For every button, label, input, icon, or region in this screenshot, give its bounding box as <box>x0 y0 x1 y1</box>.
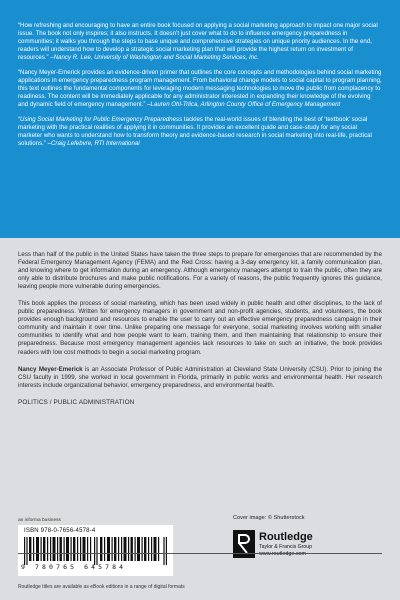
author-bio-text: is an Associate Professor of Public Administration at Cleveland State University (CSU). Prior to joining the CSU faculty in 1999, she worked in local government in Florida, primarily in public works and environmental health. Her research interests include organizational behavior, emergency preparedness, and environmental health. <box>18 365 382 389</box>
endorsement-attribution: –Lauren Ohl-Trlica, Arlington County Office of Emergency Management <box>145 101 341 108</box>
endorsement-attribution: –Nancy R. Lee, University of Washington and Social Marketing Services, Inc. <box>48 54 259 61</box>
endorsement-quote: “How refreshing and encouraging to have an entire book focused on applying a social marketing approach to impact one major social issue. The book not only inspires; it also instructs. It doesn’t just cover what to do to influence emergency preparedness in communities; it walks you through the steps to base unique and comprehensive strategies on unique priority audiences. In the end, readers will understand how to develop a strategic social marketing plan that will provide the highest return on investment of resources.” <box>18 22 378 61</box>
author-name: Nancy Meyer-Emerick <box>18 365 83 373</box>
endorsement-panel <box>0 0 400 238</box>
informa-tagline: an informa business <box>18 518 61 523</box>
description-paragraph: Less than half of the public in the United States have taken the three steps to prepare for emergencies that are recommended by the Federal Emergency Management Agency (FEMA) and the Red Cross: having a 3-day emergency kit, a family communication plan, and knowing where to get information during an emergency. Although emergency managers attempt to train the public, often they are only able to distribute brochures and make public notifications. For a variety of reasons, the public frequently ignores this guidance, leaving people more vulnerable during emergencies. <box>18 251 382 291</box>
endorsement-2 <box>18 69 382 109</box>
endorsement-1 <box>18 22 382 62</box>
barcode-box <box>18 525 173 576</box>
endorsement-quote: “Nancy Meyer-Emerick provides an evidence-driven primer that outlines the core concepts and methodologies behind social marketing applications in emergency preparedness program management. From behavioral change models to social capital to program planning, this text outlines the fundamental components for leveraging modern messaging technologies to move the public from complacency to readiness. The content will be immediately applicable for any administrator interested in expanding their knowledge of the evolving and dynamic field of emergency management.” <box>18 69 382 108</box>
author-bio <box>18 366 382 390</box>
publisher-group: Taylor & Francis Group <box>259 544 313 550</box>
cover-image-credit: Cover image: © Shutterstock <box>233 515 305 521</box>
endorsement-3 <box>18 116 382 148</box>
isbn: ISBN 978-0-7656-4578-4 <box>24 528 96 534</box>
subject-category: POLITICS / PUBLIC ADMINISTRATION <box>18 398 135 406</box>
barcode-icon <box>24 537 167 565</box>
endorsement-attribution: –Craig Lefebvre, RTI International <box>45 140 140 147</box>
footer-note: Routledge titles are available as eBook editions in a range of digital formats <box>18 584 185 590</box>
barcode-number: 9 780765 645784 <box>21 563 127 571</box>
endorsement-book-title: “Using Social Marketing for Public Emergency Preparedness <box>18 116 183 123</box>
endorsement-quote: tackles the real-world issues of blending the best of ‘textbook’ social marketing with the practical realities of applying it in communities. It provides an excellent guide and case-study for any social marketer who wants to understand how to transform theory and evidence-based research in social marketing into real-life, practical solutions.” <box>18 116 372 147</box>
publisher-logo <box>233 530 383 560</box>
publisher-name: Routledge <box>259 531 313 543</box>
description-paragraph: This book applies the process of social marketing, which has been used widely in public health and other disciplines, to the lack of public preparedness. Written for emergency managers in government and non-profit agencies, students, and volunteers, the book provides enough background and resources to enable the user to carry out an effective emergency preparedness campaign in their community and maintain it over time. Unlike preparing one message for everyone, social marketing involves working with smaller communities to identify what and how people want to learn, training them, and then maintaining that relationship to ensure their preparedness. Because most emergency management agencies lack resources to take on such an initiative, the book provides readers with low cost methods to begin a social marketing program. <box>18 300 382 356</box>
publisher-website[interactable]: www.routledge.com <box>259 551 307 557</box>
routledge-logo-icon <box>233 530 255 558</box>
divider <box>18 553 382 554</box>
